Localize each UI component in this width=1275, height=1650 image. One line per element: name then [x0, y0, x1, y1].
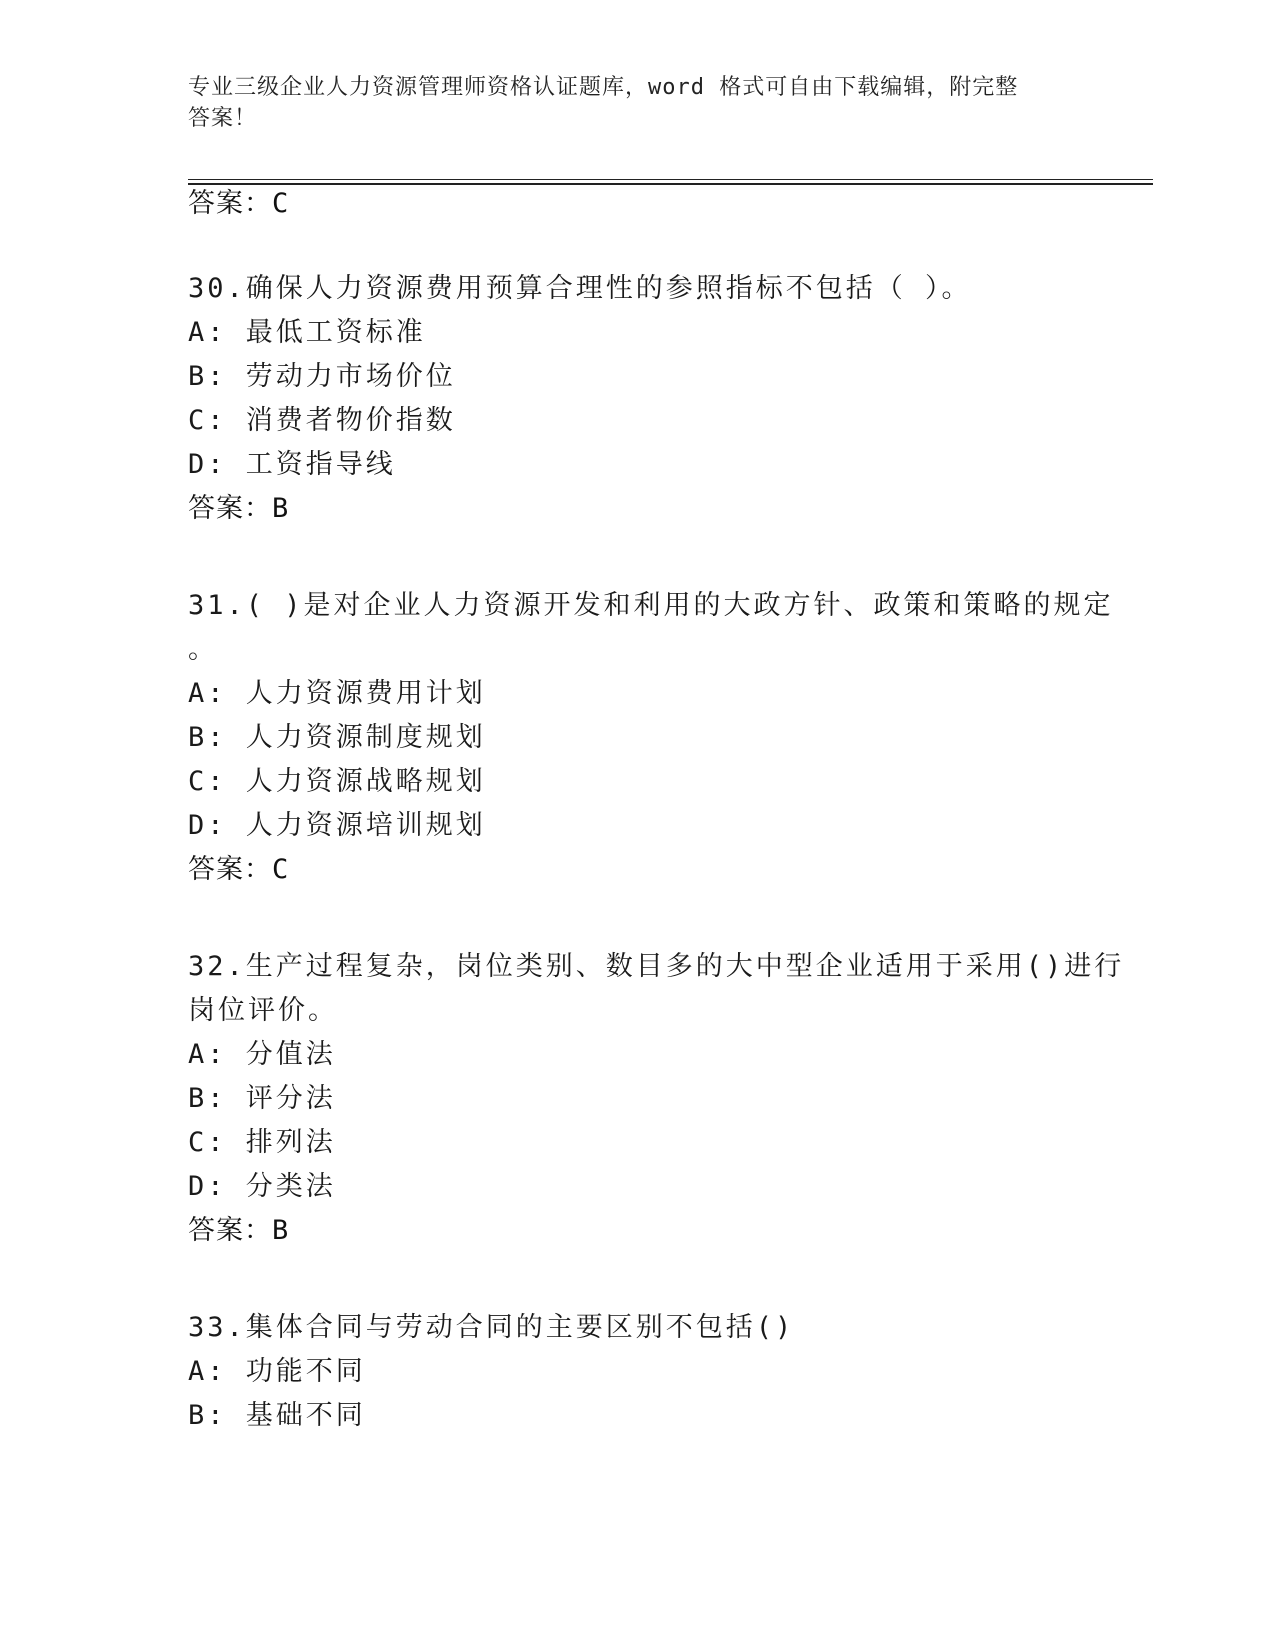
answer-label: 答案：: [188, 854, 272, 885]
question-32-stem-cont: 岗位评价。: [188, 995, 338, 1026]
question-31-option-d: D: 人力资源培训规划: [188, 810, 486, 841]
document-header: [188, 72, 1088, 134]
header-line-2: 答案！: [188, 106, 258, 131]
answer-label: 答案：: [188, 188, 272, 219]
question-30-option-b: B: 劳动力市场价位: [188, 361, 456, 392]
answer-value: B: [272, 493, 290, 524]
header-divider-thick: [188, 183, 1153, 185]
question-30-answer: [188, 493, 289, 525]
answer-value: C: [272, 854, 290, 885]
question-32-option-b: B: 评分法: [188, 1083, 336, 1114]
answer-label: 答案：: [188, 493, 272, 524]
question-32-stem: 32.生产过程复杂，岗位类别、数目多的大中型企业适用于采用()进行: [188, 951, 1125, 982]
question-30-option-c: C: 消费者物价指数: [188, 405, 456, 436]
question-30-option-d: D: 工资指导线: [188, 449, 396, 480]
question-33-option-b: B: 基础不同: [188, 1400, 366, 1431]
answer-label: 答案：: [188, 1215, 272, 1246]
question-33-stem: 33.集体合同与劳动合同的主要区别不包括(): [188, 1312, 795, 1343]
answer-prev: [188, 188, 289, 220]
question-31-option-c: C: 人力资源战略规划: [188, 766, 486, 797]
question-31-option-b: B: 人力资源制度规划: [188, 722, 486, 753]
question-33-option-a: A: 功能不同: [188, 1356, 366, 1387]
question-32-answer: [188, 1215, 289, 1247]
question-30-option-a: A: 最低工资标准: [188, 317, 426, 348]
question-32-option-c: C: 排列法: [188, 1127, 336, 1158]
question-32-option-a: A: 分值法: [188, 1039, 336, 1070]
question-31-answer: [188, 854, 289, 886]
header-line-1: 专业三级企业人力资源管理师资格认证题库，word 格式可自由下载编辑，附完整: [188, 75, 1019, 100]
question-31-stem-cont: 。: [188, 634, 218, 665]
header-divider-thin: [188, 179, 1153, 180]
question-31-option-a: A: 人力资源费用计划: [188, 678, 486, 709]
question-32-option-d: D: 分类法: [188, 1171, 336, 1202]
answer-value: B: [272, 1215, 290, 1246]
question-31-stem: 31.( )是对企业人力资源开发和利用的大政方针、政策和策略的规定: [188, 590, 1114, 621]
question-30-stem: 30.确保人力资源费用预算合理性的参照指标不包括（ ）。: [188, 273, 972, 304]
answer-value: C: [272, 188, 290, 219]
